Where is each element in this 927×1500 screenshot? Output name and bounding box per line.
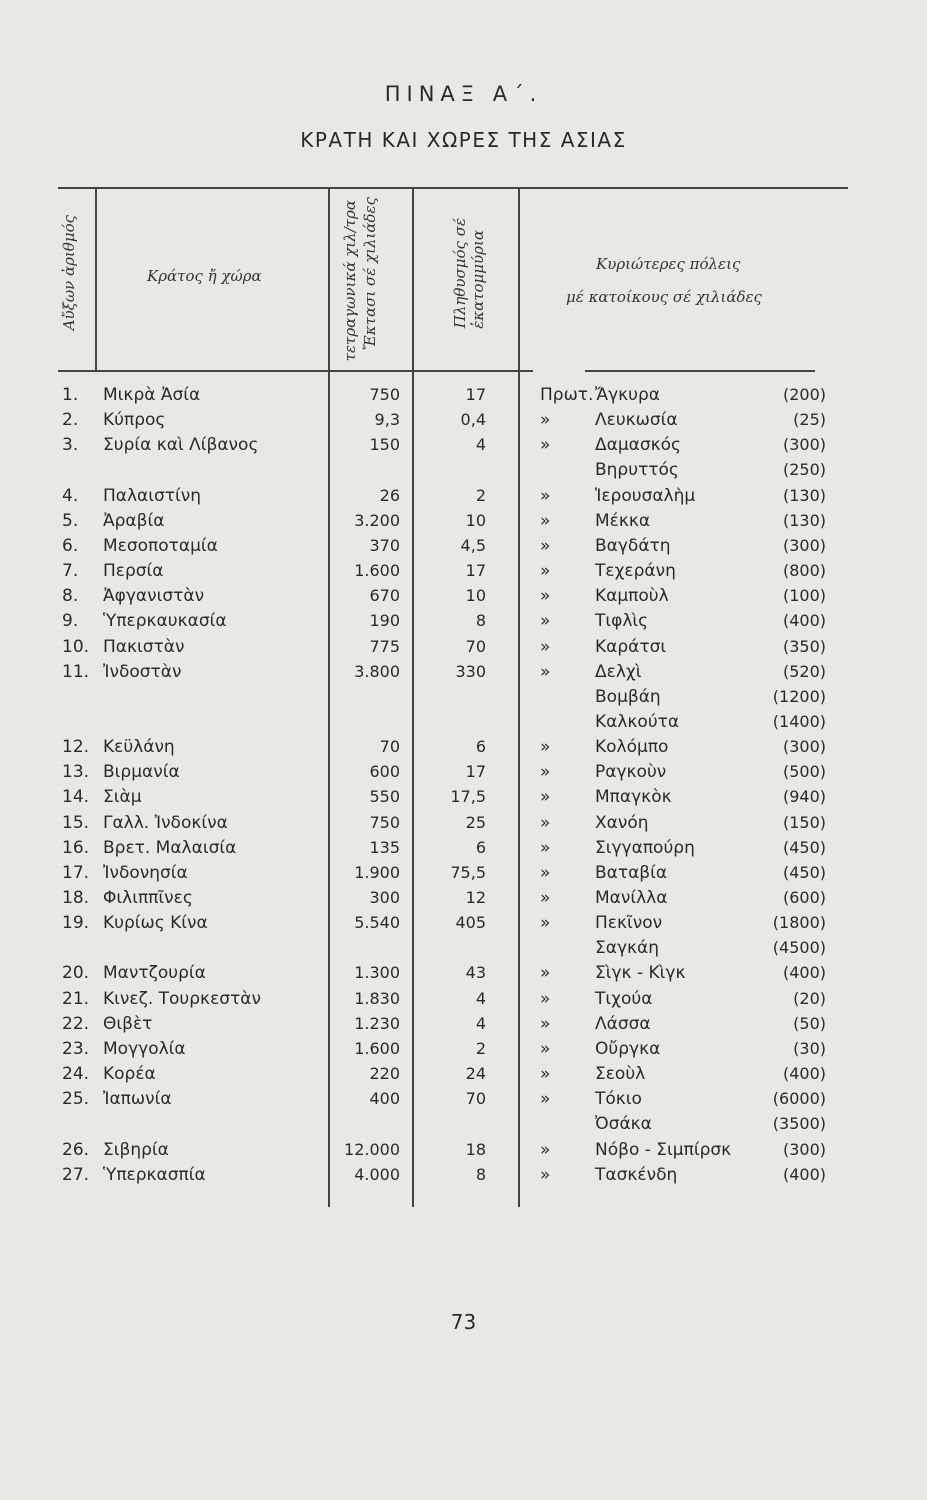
country-name: Μικρὰ Ἀσία [103, 385, 201, 405]
country-name: Κεϋλάνη [103, 737, 175, 758]
city-population: (300) [782, 435, 826, 455]
population-value: 17,5 [450, 787, 486, 807]
table-row [0, 712, 927, 737]
ditto-mark: Πρωτ. [540, 385, 594, 405]
row-number: 21. [62, 988, 90, 1009]
city-population: (1400) [772, 711, 826, 731]
table-subtitle: ΚΡΑΤΗ ΚΑΙ ΧΩΡΕΣ ΤΗΣ ΑΣΙΑΣ [300, 128, 627, 152]
population-value: 25 [465, 812, 486, 832]
ditto-mark: » [540, 812, 551, 833]
population-value: 4,5 [460, 535, 486, 555]
population-value: 12 [465, 888, 486, 907]
city-population: (50) [793, 1013, 826, 1033]
city-population: (150) [782, 812, 826, 832]
country-name: Γαλλ. Ἰνδοκίνα [103, 812, 228, 833]
country-name: Ἀραβία [103, 510, 165, 531]
table-row [0, 1064, 927, 1089]
row-number: 12. [62, 737, 90, 758]
table-row [0, 813, 927, 838]
country-name: Φιλιππῖνες [103, 888, 193, 908]
area-value: 3.200 [354, 510, 400, 530]
city-population: (250) [782, 460, 826, 480]
city-population: (130) [782, 485, 826, 505]
area-value: 370 [369, 535, 400, 555]
table-row [0, 787, 927, 812]
city-name: Κολόμπο [595, 737, 669, 758]
population-value: 17 [465, 385, 486, 404]
area-value: 4.000 [354, 1164, 400, 1184]
row-number: 14. [62, 787, 90, 808]
city-name: Βαγδάτη [595, 535, 671, 556]
row-number: 15. [62, 812, 90, 833]
city-name: Σιγγαπούρη [595, 837, 695, 858]
table-row [0, 888, 927, 913]
row-number: 23. [62, 1038, 90, 1059]
table-row [0, 561, 927, 586]
area-value: 9,3 [374, 410, 400, 430]
ditto-mark: » [540, 737, 551, 758]
city-population: (350) [782, 636, 826, 656]
ditto-mark: » [540, 535, 551, 556]
row-number: 8. [62, 586, 79, 607]
population-value: 405 [455, 913, 486, 933]
row-number: 3. [62, 435, 79, 456]
country-name: Κυρίως Κίνα [103, 913, 208, 934]
population-value: 18 [465, 1139, 486, 1159]
row-number: 9. [62, 611, 79, 632]
ditto-mark: » [540, 1013, 551, 1034]
area-value: 550 [369, 787, 400, 807]
city-name: Νόβο - Σιμπίρσκ [595, 1139, 732, 1160]
row-number: 18. [62, 888, 90, 908]
area-value: 1.830 [354, 988, 400, 1008]
city-population: (130) [782, 510, 826, 530]
city-name: Ἱερουσαλὴμ [595, 485, 696, 506]
row-number: 27. [62, 1164, 90, 1185]
ditto-mark: » [540, 963, 551, 984]
ditto-mark: » [540, 485, 551, 506]
city-name: Βαταβία [595, 862, 668, 883]
city-population: (3500) [772, 1114, 826, 1134]
table-row [0, 637, 927, 662]
row-number: 19. [62, 913, 90, 934]
population-value: 2 [475, 485, 486, 505]
city-name: Καράτσι [595, 636, 667, 657]
population-value: 70 [465, 636, 486, 656]
population-value: 8 [475, 1164, 486, 1184]
area-value: 220 [369, 1064, 400, 1084]
country-name: Ἰνδοστὰν [103, 661, 182, 682]
country-name: Μεσοποταμία [103, 535, 218, 556]
city-population: (300) [782, 535, 826, 555]
country-name: Βρετ. Μαλαισία [103, 837, 237, 858]
city-name: Λευκωσία [595, 410, 678, 431]
row-number: 1. [62, 385, 79, 405]
header-bottom-rule-right [585, 370, 815, 372]
city-population: (400) [782, 1064, 826, 1084]
population-value: 330 [455, 661, 486, 681]
city-name: Ἄγκυρα [595, 385, 660, 405]
city-name: Δαμασκός [595, 435, 682, 456]
city-name: Τόκιο [595, 1089, 642, 1110]
area-value: 600 [369, 762, 400, 782]
population-value: 4 [475, 435, 486, 455]
country-name: Μαντζουρία [103, 963, 206, 984]
city-population: (100) [782, 586, 826, 606]
table-row [0, 838, 927, 863]
ditto-mark: » [540, 636, 551, 657]
ditto-mark: » [540, 988, 551, 1009]
header-bottom-rule-left [58, 370, 533, 372]
table-row [0, 963, 927, 988]
city-population: (6000) [772, 1089, 826, 1109]
country-name: Παλαιστίνη [103, 485, 202, 506]
area-value: 1.600 [354, 1038, 400, 1058]
area-value: 1.300 [354, 963, 400, 983]
table-row [0, 913, 927, 938]
row-number: 5. [62, 510, 79, 531]
row-number: 11. [62, 661, 90, 682]
table-row [0, 536, 927, 561]
city-population: (25) [793, 410, 826, 430]
population-value: 6 [475, 737, 486, 757]
population-value: 10 [465, 586, 486, 606]
header-cities-line1: Κυριώτερες πόλεις [596, 255, 741, 273]
ditto-mark: » [540, 410, 551, 431]
ditto-mark: » [540, 561, 551, 582]
city-name: Οὔργκα [595, 1038, 661, 1059]
population-value: 17 [465, 561, 486, 581]
header-serial-number: Αὔξων ἀριθμός [60, 215, 78, 331]
ditto-mark: » [540, 1139, 551, 1160]
population-value: 8 [475, 611, 486, 631]
area-value: 3.800 [354, 661, 400, 681]
table-row [0, 1014, 927, 1039]
country-name: Σιὰμ [103, 787, 142, 808]
column-divider-1 [95, 187, 97, 370]
city-population: (1800) [772, 913, 826, 933]
row-number: 4. [62, 485, 79, 506]
table-row [0, 687, 927, 712]
ditto-mark: » [540, 510, 551, 531]
city-name: Δελχὶ [595, 661, 642, 682]
header-area-line1: Ἔκτασι σέ χιλιάδες [361, 197, 379, 351]
ditto-mark: » [540, 1038, 551, 1059]
area-value: 750 [369, 812, 400, 832]
country-name: Πακιστὰν [103, 636, 185, 657]
ditto-mark: » [540, 762, 551, 783]
table-row [0, 737, 927, 762]
city-population: (300) [782, 1139, 826, 1159]
city-name: Τιχούα [595, 988, 653, 1009]
city-name: Τεχεράνη [595, 561, 676, 582]
population-value: 70 [465, 1089, 486, 1109]
header-population-line1: Πληθυσμός σέ [451, 218, 469, 329]
ditto-mark: » [540, 1089, 551, 1110]
table-row [0, 511, 927, 536]
table-row [0, 435, 927, 460]
population-value: 75,5 [450, 862, 486, 882]
city-population: (500) [782, 762, 826, 782]
city-name: Μέκκα [595, 510, 651, 531]
country-name: Ὑπερκασπία [103, 1164, 206, 1185]
country-name: Συρία καὶ Λίβανος [103, 435, 259, 456]
ditto-mark: » [540, 787, 551, 808]
row-number: 6. [62, 535, 79, 556]
table-row [0, 1165, 927, 1190]
area-value: 190 [369, 611, 400, 631]
area-value: 750 [369, 385, 400, 404]
table-row [0, 1039, 927, 1064]
table-row [0, 938, 927, 963]
ditto-mark: » [540, 611, 551, 632]
country-name: Βιρμανία [103, 762, 180, 783]
row-number: 17. [62, 862, 90, 883]
area-value: 70 [379, 737, 400, 757]
city-population: (940) [782, 787, 826, 807]
table-top-rule [58, 187, 848, 189]
country-name: Ἰνδονησία [103, 862, 188, 883]
table-row [0, 1140, 927, 1165]
table-row [0, 460, 927, 485]
area-value: 26 [379, 485, 400, 505]
ditto-mark: » [540, 1064, 551, 1085]
city-name: Μανίλλα [595, 888, 668, 908]
city-name: Μπαγκὸκ [595, 787, 672, 808]
area-value: 150 [369, 435, 400, 455]
area-value: 135 [369, 837, 400, 857]
ditto-mark: » [540, 888, 551, 908]
ditto-mark: » [540, 435, 551, 456]
country-name: Σιβηρία [103, 1139, 169, 1160]
city-name: Τασκένδη [595, 1164, 678, 1185]
city-name: Σεοὺλ [595, 1064, 646, 1085]
population-value: 43 [465, 963, 486, 983]
city-name: Σαγκάη [595, 938, 660, 959]
country-name: Ἀφγανιστὰν [103, 586, 205, 607]
area-value: 400 [369, 1089, 400, 1109]
table-title: ΠΙΝΑΞ Α΄. [384, 82, 543, 106]
table-row [0, 1114, 927, 1139]
city-population: (400) [782, 611, 826, 631]
header-area-line2: τετραγωνικά χιλ/τρα [341, 200, 359, 362]
city-population: (800) [782, 561, 826, 581]
table-row [0, 1089, 927, 1114]
row-number: 7. [62, 561, 79, 582]
table-row [0, 989, 927, 1014]
row-number: 25. [62, 1089, 90, 1110]
country-name: Ὑπερκαυκασία [103, 611, 227, 632]
area-value: 1.230 [354, 1013, 400, 1033]
city-name: Ὀσάκα [595, 1114, 652, 1135]
area-value: 670 [369, 586, 400, 606]
ditto-mark: » [540, 862, 551, 883]
city-population: (4500) [772, 938, 826, 958]
city-name: Τιφλὶς [595, 611, 649, 632]
city-population: (300) [782, 737, 826, 757]
ditto-mark: » [540, 1164, 551, 1185]
area-value: 775 [369, 636, 400, 656]
table-row [0, 586, 927, 611]
ditto-mark: » [540, 586, 551, 607]
table-row [0, 410, 927, 435]
ditto-mark: » [540, 913, 551, 934]
city-population: (600) [782, 888, 826, 907]
table-row [0, 486, 927, 511]
ditto-mark: » [540, 661, 551, 682]
city-name: Βηρυττός [595, 460, 679, 481]
area-value: 1.900 [354, 862, 400, 882]
row-number: 26. [62, 1139, 90, 1160]
country-name: Ἰαπωνία [103, 1089, 172, 1110]
row-number: 24. [62, 1064, 90, 1085]
area-value: 5.540 [354, 913, 400, 933]
area-value: 300 [369, 888, 400, 907]
country-name: Κορέα [103, 1064, 156, 1085]
population-value: 2 [475, 1038, 486, 1058]
city-population: (20) [793, 988, 826, 1008]
country-name: Κινεζ. Τουρκεστὰν [103, 988, 261, 1009]
city-name: Βομβάη [595, 686, 661, 707]
country-name: Θιβὲτ [103, 1013, 153, 1034]
city-population: (520) [782, 661, 826, 681]
row-number: 2. [62, 410, 79, 431]
ditto-mark: » [540, 837, 551, 858]
country-name: Περσία [103, 561, 164, 582]
city-name: Χανόη [595, 812, 649, 833]
table-row [0, 762, 927, 787]
country-name: Κύπρος [103, 410, 166, 431]
city-population: (450) [782, 862, 826, 882]
page-number: 73 [450, 1310, 477, 1334]
row-number: 13. [62, 762, 90, 783]
row-number: 10. [62, 636, 90, 657]
population-value: 4 [475, 988, 486, 1008]
header-country: Κράτος ἤ χώρα [147, 267, 262, 285]
table-row [0, 662, 927, 687]
population-value: 4 [475, 1013, 486, 1033]
table-row [0, 863, 927, 888]
population-value: 10 [465, 510, 486, 530]
table-row [0, 611, 927, 636]
city-name: Σὶγκ - Κὶγκ [595, 963, 686, 984]
city-population: (30) [793, 1038, 826, 1058]
population-value: 0,4 [460, 410, 486, 430]
row-number: 16. [62, 837, 90, 858]
city-name: Καλκούτα [595, 711, 680, 732]
area-value: 1.600 [354, 561, 400, 581]
table-row [0, 385, 927, 410]
row-number: 20. [62, 963, 90, 984]
city-name: Καμποὺλ [595, 586, 669, 607]
header-cities-line2: μέ κατοίκους σέ χιλιάδες [566, 288, 762, 306]
city-population: (450) [782, 837, 826, 857]
population-value: 24 [465, 1064, 486, 1084]
city-population: (1200) [772, 686, 826, 706]
row-number: 22. [62, 1013, 90, 1034]
city-name: Ραγκοὺν [595, 762, 667, 783]
area-value: 12.000 [344, 1139, 400, 1159]
population-value: 17 [465, 762, 486, 782]
city-population: (400) [782, 963, 826, 983]
country-name: Μογγολία [103, 1038, 186, 1059]
city-name: Λάσσα [595, 1013, 651, 1034]
population-value: 6 [475, 837, 486, 857]
header-population-line2: ἑκατομμύρια [469, 230, 487, 329]
city-population: (400) [782, 1164, 826, 1184]
city-name: Πεκῖνον [595, 913, 663, 934]
city-population: (200) [782, 385, 826, 404]
